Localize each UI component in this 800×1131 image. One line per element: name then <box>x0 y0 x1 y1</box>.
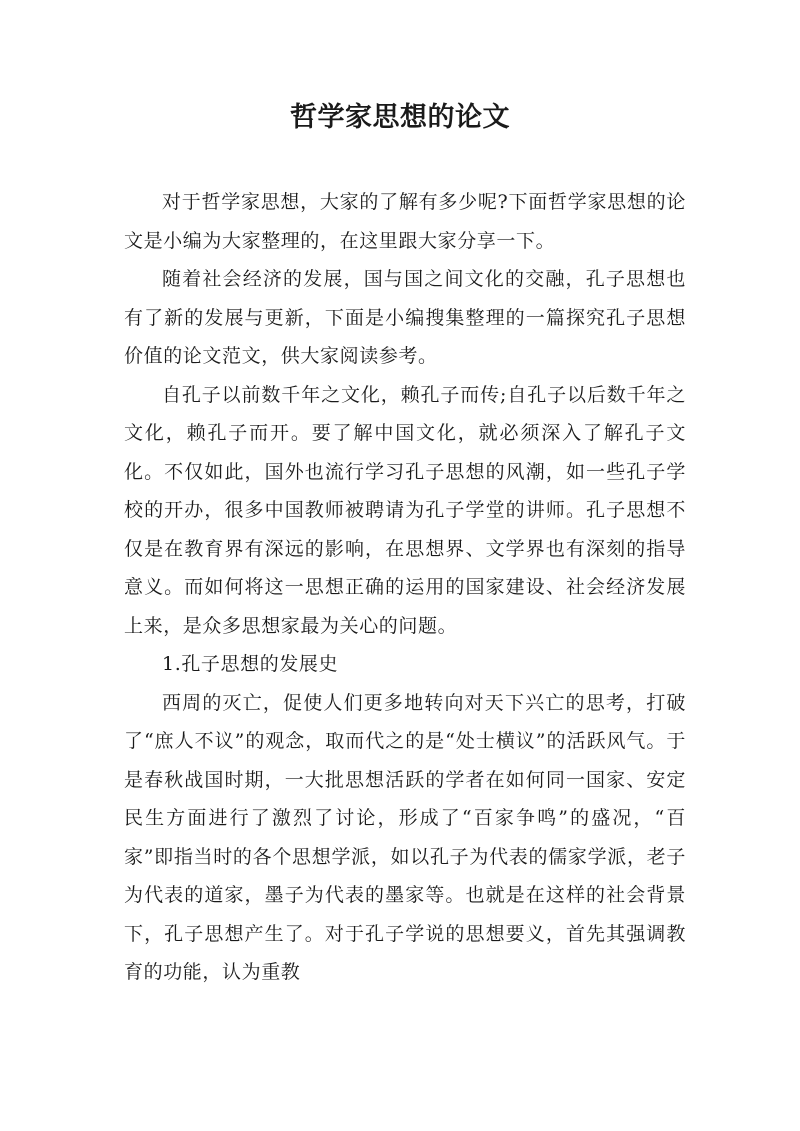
section-heading: 1.孔子思想的发展史 <box>162 653 339 675</box>
document-body <box>124 183 686 992</box>
paragraph-confucius-culture: 自孔子以前数千年之文化，赖孔子而传;自孔子以后数千年之文化，赖孔子而开。要了解中国文化，就必须深入了解孔子文化。不仅如此，国外也流行学习孔子思想的风潮，如一些孔子学校的开办，很多中国教师被聘请为孔子学堂的讲师。孔子思想不仅是在教育界有深远的影响，在思想界、文学界也有深刻的指导意义。而如何将这一思想正确的运用的国家建设、社会经济发展上来，是众多思想家最为关心的问题。 <box>124 383 686 637</box>
paragraph-history: 西周的灭亡，促使人们更多地转向对天下兴亡的思考，打破了“庶人不议”的观念，取而代之的是“处士横议”的活跃风气。于是春秋战国时期，一大批思想活跃的学者在如何同一国家、安定民生方面进行了激烈了讨论，形成了“百家争鸣”的盛况，“百家”即指当时的各个思想学派，如以孔子为代表的儒家学派，老子为代表的道家，墨子为代表的墨家等。也就是在这样的社会背景下，孔子思想产生了。对于孔子学说的思想要义，首先其强调教育的功能，认为重教 <box>124 691 686 983</box>
paragraph-background: 随着社会经济的发展，国与国之间文化的交融，孔子思想也有了新的发展与更新，下面是小编搜集整理的一篇探究孔子思想价值的论文范文，供大家阅读参考。 <box>124 268 686 367</box>
document-title: 哲学家思想的论文 <box>290 102 510 133</box>
paragraph-intro: 对于哲学家思想，大家的了解有多少呢?下面哲学家思想的论文是小编为大家整理的，在这里跟大家分享一下。 <box>124 191 686 252</box>
